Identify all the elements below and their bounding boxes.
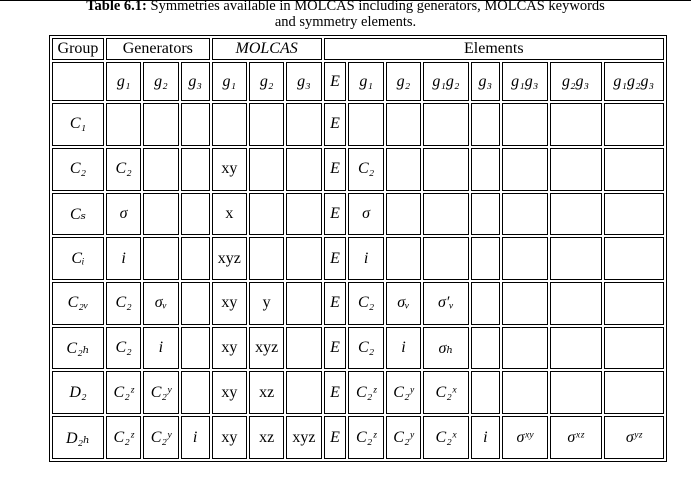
- table-cell: [386, 103, 421, 146]
- table-cell: σʸᶻ: [604, 416, 665, 459]
- table-cell: xy: [212, 371, 247, 414]
- caption-text-line2: and symmetry elements.: [274, 14, 417, 30]
- table-cell: [604, 327, 665, 370]
- table-row: [52, 371, 664, 414]
- table-cell: C₂ᶻ: [106, 371, 141, 414]
- subheader-row: [52, 62, 664, 101]
- table-cell: [423, 193, 469, 236]
- table-cell: [249, 148, 284, 191]
- table-cell: [550, 237, 602, 280]
- table-cell: C₂: [348, 282, 383, 325]
- table-caption: [0, 0, 691, 30]
- table-cell: [423, 103, 469, 146]
- table-cell: σₕ: [423, 327, 469, 370]
- table-cell: C₂ˣ: [423, 416, 469, 459]
- table-cell: [604, 148, 665, 191]
- table-cell: [550, 103, 602, 146]
- table-cell: [604, 371, 665, 414]
- table-row: [52, 148, 664, 191]
- table-cell: xy: [212, 327, 247, 370]
- table-cell: σ′ᵥ: [423, 282, 469, 325]
- table-cell: i: [143, 327, 178, 370]
- table-cell: [348, 103, 383, 146]
- table-cell: [106, 103, 141, 146]
- table-cell: xz: [249, 371, 284, 414]
- table-cell: [471, 237, 500, 280]
- table-cell: E: [324, 237, 347, 280]
- table-cell: [212, 103, 247, 146]
- table-cell: C₂ᶻ: [348, 371, 383, 414]
- table-cell: [386, 193, 421, 236]
- table-cell: [249, 103, 284, 146]
- table-cell: i: [471, 416, 500, 459]
- table-cell: C₂ˣ: [423, 371, 469, 414]
- table-cell: [143, 193, 178, 236]
- table-cell: C₂ʸ: [386, 416, 421, 459]
- table-cell: [286, 371, 321, 414]
- header-row: [52, 38, 664, 60]
- table-cell: [502, 193, 548, 236]
- table-cell: [181, 282, 210, 325]
- table-cell: [386, 148, 421, 191]
- table-cell: [550, 193, 602, 236]
- table-cell: xy: [212, 282, 247, 325]
- subheader-cell: g₃: [286, 62, 321, 101]
- table-cell: [249, 237, 284, 280]
- group-cell: C₂: [52, 148, 104, 191]
- table-cell: i: [348, 237, 383, 280]
- subheader-cell: E: [324, 62, 347, 101]
- table-cell: y: [249, 282, 284, 325]
- table-cell: [604, 282, 665, 325]
- table-cell: [471, 371, 500, 414]
- table-cell: i: [181, 416, 210, 459]
- table-cell: [604, 237, 665, 280]
- header-generators: Generators: [106, 38, 210, 60]
- table-cell: [604, 193, 665, 236]
- symmetry-table: [49, 35, 667, 462]
- table-cell: [550, 148, 602, 191]
- table-cell: σ: [348, 193, 383, 236]
- header-elements: Elements: [324, 38, 664, 60]
- table-cell: [471, 193, 500, 236]
- subheader-cell: g₁: [348, 62, 383, 101]
- table-cell: C₂: [106, 148, 141, 191]
- table-cell: [286, 103, 321, 146]
- table-cell: C₂ʸ: [386, 371, 421, 414]
- subheader-cell: g₁: [212, 62, 247, 101]
- table-cell: C₂: [106, 327, 141, 370]
- table-cell: [249, 193, 284, 236]
- table-cell: xz: [249, 416, 284, 459]
- table-cell: [502, 371, 548, 414]
- table-cell: [471, 282, 500, 325]
- subheader-cell: g₁g₂: [423, 62, 469, 101]
- table-cell: E: [324, 327, 347, 370]
- subheader-cell: g₃: [181, 62, 210, 101]
- subheader-empty: [52, 62, 104, 101]
- subheader-cell: g₂: [249, 62, 284, 101]
- table-cell: E: [324, 416, 347, 459]
- subheader-cell: g₁: [106, 62, 141, 101]
- table-cell: σˣᶻ: [550, 416, 602, 459]
- table-cell: [502, 103, 548, 146]
- subheader-cell: g₃: [471, 62, 500, 101]
- table-cell: [181, 327, 210, 370]
- table-row: [52, 416, 664, 459]
- table-cell: C₂: [106, 282, 141, 325]
- table-cell: C₂: [348, 148, 383, 191]
- table-cell: [143, 237, 178, 280]
- table-cell: σˣʸ: [502, 416, 548, 459]
- table-cell: E: [324, 148, 347, 191]
- table-cell: xyz: [286, 416, 321, 459]
- table-cell: [286, 148, 321, 191]
- table-cell: C₂ʸ: [143, 416, 178, 459]
- subheader-cell: g₂: [386, 62, 421, 101]
- table-cell: E: [324, 193, 347, 236]
- group-cell: Cₛ: [52, 193, 104, 236]
- table-cell: [550, 371, 602, 414]
- table-cell: i: [106, 237, 141, 280]
- table-cell: [181, 103, 210, 146]
- group-cell: C₁: [52, 103, 104, 146]
- group-cell: Cᵢ: [52, 237, 104, 280]
- subheader-cell: g₂: [143, 62, 178, 101]
- table-cell: [286, 193, 321, 236]
- table-cell: [550, 327, 602, 370]
- table-row: [52, 193, 664, 236]
- table-cell: [502, 237, 548, 280]
- table-cell: [143, 148, 178, 191]
- table-cell: [502, 148, 548, 191]
- group-cell: C₂ᵥ: [52, 282, 104, 325]
- table-cell: [471, 148, 500, 191]
- table-cell: [181, 148, 210, 191]
- table-cell: C₂ᶻ: [106, 416, 141, 459]
- table-body: [52, 103, 664, 459]
- table-cell: [181, 193, 210, 236]
- subheader-cell: g₁g₃: [502, 62, 548, 101]
- table-cell: [181, 237, 210, 280]
- table-cell: [286, 282, 321, 325]
- table-cell: [423, 237, 469, 280]
- table-cell: C₂ʸ: [143, 371, 178, 414]
- table-cell: x: [212, 193, 247, 236]
- table-cell: [471, 103, 500, 146]
- group-cell: D₂: [52, 371, 104, 414]
- caption-text-line1: Symmetries available in MOLCAS including generators, MOLCAS keywords: [150, 0, 605, 14]
- table-cell: xyz: [212, 237, 247, 280]
- table-cell: [181, 371, 210, 414]
- table-cell: [143, 103, 178, 146]
- table-cell: [286, 237, 321, 280]
- table-cell: σᵥ: [386, 282, 421, 325]
- table-cell: [502, 327, 548, 370]
- group-cell: C₂ₕ: [52, 327, 104, 370]
- table-cell: E: [324, 282, 347, 325]
- caption-label: Table 6.1:: [86, 0, 147, 14]
- table-cell: C₂ᶻ: [348, 416, 383, 459]
- group-cell: D₂ₕ: [52, 416, 104, 459]
- table-cell: [471, 327, 500, 370]
- table-cell: σ: [106, 193, 141, 236]
- table-cell: C₂: [348, 327, 383, 370]
- table-row: [52, 237, 664, 280]
- table-cell: [423, 148, 469, 191]
- subheader-cell: g₂g₃: [550, 62, 602, 101]
- table-cell: [502, 282, 548, 325]
- table-cell: E: [324, 103, 347, 146]
- table-cell: [550, 282, 602, 325]
- table-cell: i: [386, 327, 421, 370]
- table-cell: [604, 103, 665, 146]
- table-cell: xy: [212, 148, 247, 191]
- subheader-cell: g₁g₂g₃: [604, 62, 665, 101]
- table-cell: xy: [212, 416, 247, 459]
- table-cell: [386, 237, 421, 280]
- table-cell: xyz: [249, 327, 284, 370]
- table-cell: [286, 327, 321, 370]
- table-cell: E: [324, 371, 347, 414]
- table-row: [52, 282, 664, 325]
- header-group: Group: [52, 38, 104, 60]
- table-row: [52, 327, 664, 370]
- table-cell: σᵥ: [143, 282, 178, 325]
- table-row: [52, 103, 664, 146]
- header-molcas: MOLCAS: [212, 38, 322, 60]
